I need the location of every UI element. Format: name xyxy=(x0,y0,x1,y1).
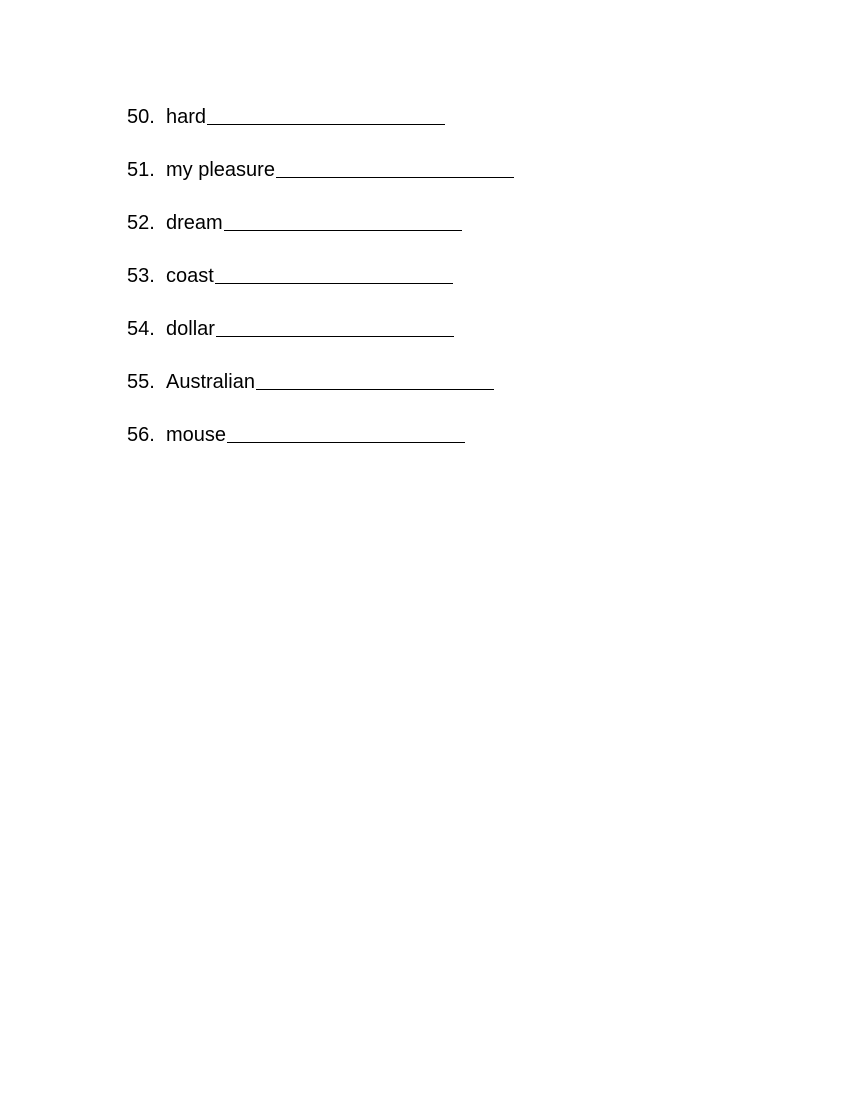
item-number: 55. xyxy=(127,371,155,393)
answer-blank[interactable] xyxy=(207,123,445,125)
item-word: Australian xyxy=(166,371,255,393)
exercise-item-55 xyxy=(127,369,514,422)
item-number: 56. xyxy=(127,424,155,446)
exercise-item-56 xyxy=(127,422,514,475)
exercise-list xyxy=(127,104,514,475)
item-word: dream xyxy=(166,212,223,234)
exercise-item-52 xyxy=(127,210,514,263)
exercise-item-50 xyxy=(127,104,514,157)
answer-blank[interactable] xyxy=(224,229,462,231)
item-number: 54. xyxy=(127,318,155,340)
item-word: my pleasure xyxy=(166,159,275,181)
item-number: 50. xyxy=(127,106,155,128)
answer-blank[interactable] xyxy=(276,176,514,178)
answer-blank[interactable] xyxy=(215,282,453,284)
exercise-item-53 xyxy=(127,263,514,316)
item-number: 53. xyxy=(127,265,155,287)
item-word: dollar xyxy=(166,318,215,340)
exercise-item-54 xyxy=(127,316,514,369)
item-number: 52. xyxy=(127,212,155,234)
answer-blank[interactable] xyxy=(216,335,454,337)
exercise-item-51 xyxy=(127,157,514,210)
answer-blank[interactable] xyxy=(256,388,494,390)
item-number: 51. xyxy=(127,159,155,181)
item-word: mouse xyxy=(166,424,227,446)
item-word: coast xyxy=(166,265,214,287)
answer-blank[interactable] xyxy=(227,441,465,443)
item-word: hard xyxy=(166,106,207,128)
